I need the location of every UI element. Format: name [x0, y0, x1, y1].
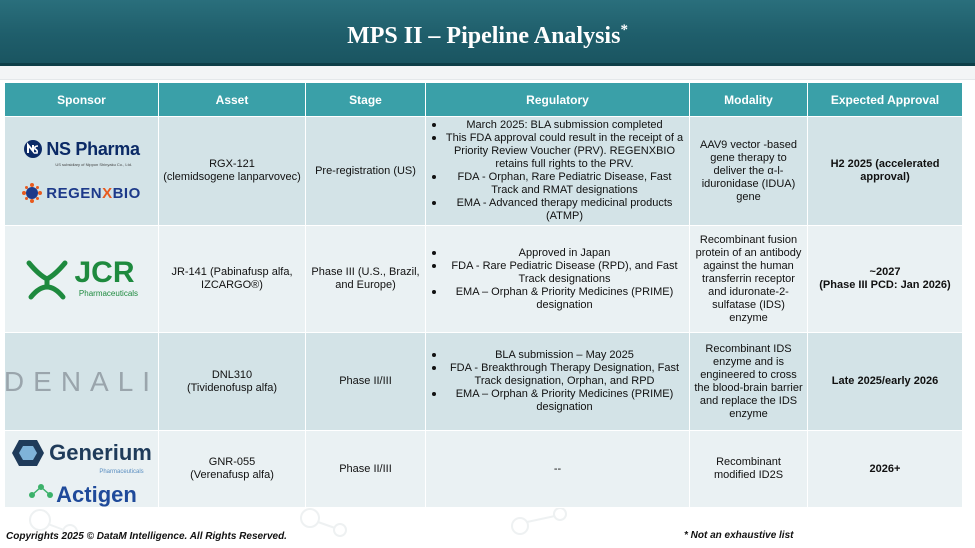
title-footnote-mark: *: [620, 22, 628, 38]
regenxbio-emblem-icon: [22, 183, 42, 203]
table-row: [5, 333, 963, 431]
generium-logo: [11, 438, 152, 479]
jcr-emblem-icon: [25, 257, 69, 301]
ns-pharma-wordmark: NS Pharma: [46, 138, 140, 159]
approval-year: ~2027: [869, 266, 901, 278]
jcr-logo: [25, 257, 138, 301]
asset-cell: [159, 333, 306, 431]
regulatory-item: EMA – Orphan & Priority Medicines (PRIME) designation: [430, 286, 685, 312]
approval-cell: H2 2025 (accelerated approval): [808, 117, 963, 226]
regenxbio-wordmark-x: X: [102, 184, 113, 202]
stage-cell: Phase III (U.S., Brazil, and Europe): [306, 226, 426, 333]
decorative-band: [0, 66, 975, 80]
regulatory-cell: [426, 117, 690, 226]
footnote: * Not an exhaustive list: [684, 530, 794, 541]
modality-cell: Recombinant modified ID2S: [690, 431, 808, 508]
ns-pharma-emblem-icon: [23, 139, 43, 159]
asset-name: IZCARGO®): [201, 279, 263, 291]
pipeline-table: [4, 82, 963, 508]
ns-pharma-logo: [23, 139, 139, 171]
slide-title: [0, 22, 975, 50]
regulatory-item: March 2025: BLA submission completed: [430, 119, 685, 132]
regulatory-item: BLA submission – May 2025: [430, 349, 685, 362]
table-row: [5, 431, 963, 508]
header-expected-approval: Expected Approval: [808, 83, 963, 117]
copyright-footer: Copyrights 2025 © DataM Intelligence. All Rights Reserved.: [6, 531, 287, 542]
regulatory-list: [430, 119, 685, 223]
jcr-subtitle: Pharmaceuticals: [78, 288, 139, 298]
asset-code: RGX-121: [209, 158, 255, 170]
actigen-wordmark: Actigen: [56, 481, 137, 507]
asset-code: GNR-055: [208, 456, 256, 468]
regulatory-cell: [426, 226, 690, 333]
header-sponsor: Sponsor: [5, 83, 159, 117]
approval-cell: 2026+: [808, 431, 963, 508]
header-regulatory: Regulatory: [426, 83, 690, 117]
header-modality: Modality: [690, 83, 808, 117]
regulatory-item: EMA - Advanced therapy medicinal products (ATMP): [430, 197, 685, 223]
generium-subtitle: Pharmaceuticals: [99, 468, 144, 475]
slide-title-text: MPS II – Pipeline Analysis: [347, 23, 621, 49]
regulatory-cell: [426, 333, 690, 431]
regulatory-cell: --: [426, 431, 690, 508]
actigen-molecule-icon: [26, 481, 56, 501]
asset-name: (Tividenofusp alfa): [186, 381, 278, 394]
stage-cell: Pre-registration (US): [306, 117, 426, 226]
asset-cell: [159, 226, 306, 333]
asset-name: (clemidsogene lanparvovec): [163, 171, 301, 183]
table-row: [5, 226, 963, 333]
regenxbio-wordmark: [46, 184, 141, 202]
regenxbio-wordmark-pre: REGEN: [46, 184, 103, 202]
modality-cell: AAV9 vector -based gene therapy to deliver the α-l-iduronidase (IDUA) gene: [690, 117, 808, 226]
asset-code: DNL310: [211, 368, 253, 381]
approval-note: (Phase III PCD: Jan 2026): [819, 279, 951, 291]
stage-cell: Phase II/III: [306, 333, 426, 431]
regulatory-item: Approved in Japan: [430, 247, 685, 260]
regulatory-item: FDA - Orphan, Rare Pediatric Disease, Fast Track and RMAT designations: [430, 171, 685, 197]
table-row: [5, 117, 963, 226]
regulatory-list: [430, 349, 685, 414]
regulatory-item: This FDA approval could result in the receipt of a Priority Review Voucher (PRV). REGENXBIO retains full rights to the PRV.: [430, 132, 685, 171]
sponsor-cell: [5, 333, 159, 431]
ns-pharma-subtitle: US subsidiary of Nippon Shinyaku Co., Ltd.: [55, 162, 133, 167]
asset-name: (Verenafusp alfa): [190, 469, 274, 481]
table-header-row: [5, 83, 963, 117]
modality-cell: Recombinant fusion protein of an antibody against the human transferrin receptor and iduronate-2-sulfatase (IDS) enzyme: [690, 226, 808, 333]
regulatory-item: FDA - Breakthrough Therapy Designation, Fast Track designation, Orphan, and RPD: [430, 362, 685, 388]
regenxbio-wordmark-post: BIO: [112, 184, 141, 202]
sponsor-cell: [5, 226, 159, 333]
asset-cell: [159, 431, 306, 508]
approval-cell: Late 2025/early 2026: [808, 333, 963, 431]
sponsor-cell: [5, 431, 159, 508]
generium-emblem-icon: [11, 438, 45, 468]
asset-code: JR-141 (Pabinafusp alfa,: [171, 266, 293, 278]
generium-wordmark: Generium: [49, 440, 152, 465]
approval-cell: [808, 226, 963, 333]
title-banner: [0, 0, 975, 66]
denali-logo: DENALI: [3, 366, 160, 397]
regulatory-item: EMA – Orphan & Priority Medicines (PRIME) designation: [430, 388, 685, 414]
sponsor-cell: [5, 117, 159, 226]
header-asset: Asset: [159, 83, 306, 117]
asset-cell: [159, 117, 306, 226]
header-stage: Stage: [306, 83, 426, 117]
actigen-logo: [26, 481, 137, 507]
regulatory-item: FDA - Rare Pediatric Disease (RPD), and Fast Track designations: [430, 260, 685, 286]
regulatory-list: [430, 247, 685, 312]
jcr-wordmark: JCR: [74, 255, 135, 289]
modality-cell: Recombinant IDS enzyme and is engineered to cross the blood-brain barrier and replace the IDS enzyme: [690, 333, 808, 431]
stage-cell: Phase II/III: [306, 431, 426, 508]
regenxbio-logo: [22, 183, 141, 203]
